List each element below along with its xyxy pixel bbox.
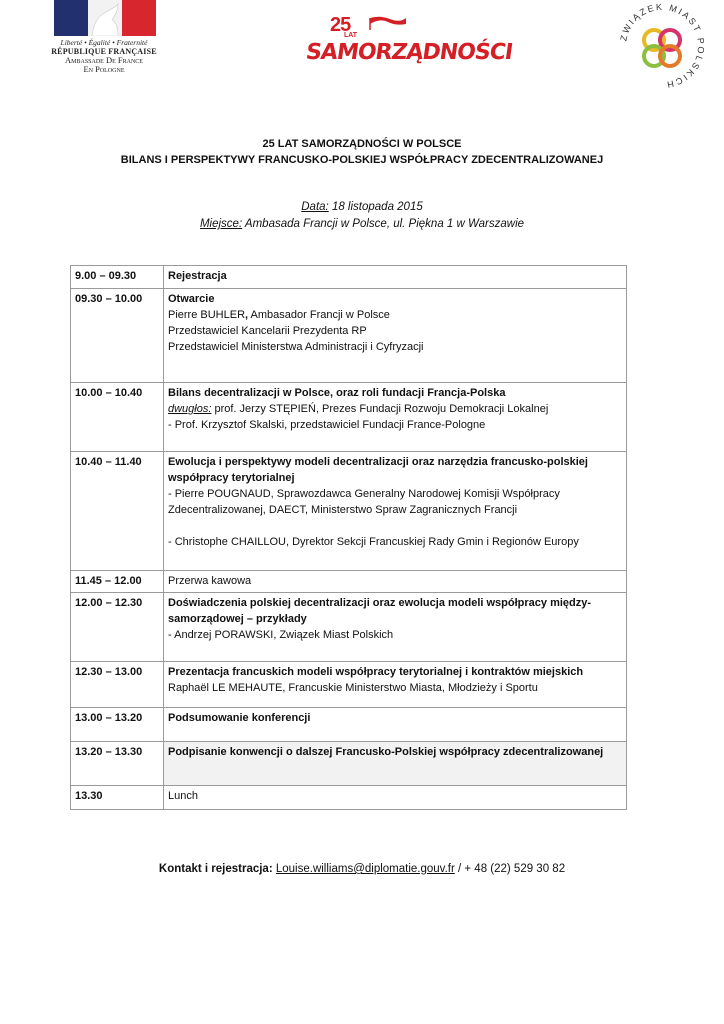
- date-value: 18 listopada 2015: [328, 201, 423, 213]
- agenda-time: 11.45 – 12.00: [71, 571, 164, 593]
- title-line2: BILANS I PERSPEKTYWY FRANCUSKO-POLSKIEJ WSPÓŁPRACY ZDECENTRALIZOWANEJ: [120, 154, 604, 166]
- agenda-desc: [164, 593, 627, 662]
- agenda-time: 12.00 – 12.30: [71, 593, 164, 662]
- flag-icon: [368, 16, 408, 30]
- event-place: [0, 216, 724, 233]
- french-embassy-logo: [48, 0, 160, 96]
- agenda-row: [71, 786, 627, 810]
- agenda-row: [71, 708, 627, 742]
- agenda-time: 13.20 – 13.30: [71, 742, 164, 786]
- agenda-title: Podpisanie konwencji o dalszej Francusko-Polskiej współpracy zdecentralizowanej: [164, 742, 627, 786]
- contact-email-link[interactable]: Louise.williams@diplomatie.gouv.fr: [275, 863, 455, 875]
- agenda-title: Podsumowanie konferencji: [164, 708, 627, 742]
- agenda-row: [71, 383, 627, 452]
- dwuglos-label: dwugłos:: [168, 403, 212, 415]
- agenda-title: Otwarcie: [168, 293, 215, 305]
- logo-25-lat: LAT: [344, 32, 358, 39]
- agenda-row: [71, 662, 627, 708]
- agenda-line: Przedstawiciel Ministerstwa Administracji i Cyfryzacji: [168, 341, 424, 353]
- agenda-time: 10.00 – 10.40: [71, 383, 164, 452]
- logo-25-number: 25: [330, 14, 351, 36]
- event-date: [0, 199, 724, 216]
- agenda-title: Prezentacja francuskich modeli współpracy terytorialnej i kontraktów miejskich: [168, 666, 584, 678]
- title-line1: 25 LAT SAMORZĄDNOŚCI W POLSCE: [262, 138, 462, 150]
- fr-embassy-line2: En Pologne: [83, 64, 125, 74]
- agenda-line: - Andrzej PORAWSKI, Związek Miast Polskich: [168, 629, 394, 641]
- event-meta: [0, 199, 724, 233]
- zmp-rings-icon: [616, 0, 708, 92]
- agenda-row: [71, 742, 627, 786]
- agenda-line: Przedstawiciel Kancelarii Prezydenta RP: [168, 325, 367, 337]
- agenda-time: 13.30: [71, 786, 164, 810]
- agenda-time: 9.00 – 09.30: [71, 266, 164, 289]
- agenda-title: Bilans decentralizacji w Polsce, oraz roli fundacji Francja-Polska: [168, 387, 506, 399]
- marianne-flag-icon: [54, 0, 156, 36]
- speaker-comma: ,: [245, 309, 249, 321]
- agenda-desc: [164, 452, 627, 571]
- document-title: [0, 136, 724, 168]
- agenda-row: [71, 289, 627, 383]
- speaker-role: Ambasador Francji w Polsce: [248, 309, 390, 321]
- agenda-line: [168, 401, 622, 417]
- fr-republic: RÉPUBLIQUE FRANÇAISE: [51, 47, 157, 56]
- zwiazek-miast-polskich-logo: [616, 0, 708, 92]
- samorzadnosc-25-logo: [304, 14, 514, 74]
- fr-embassy-line1: Ambassade De France: [65, 55, 143, 65]
- agenda-desc: [164, 383, 627, 452]
- agenda-time: 12.30 – 13.00: [71, 662, 164, 708]
- agenda-speaker: prof. Jerzy STĘPIEŃ, Prezes Fundacji Rozwoju Demokracji Lokalnej: [211, 403, 549, 415]
- agenda-line: Raphaël LE MEHAUTE, Francuskie Ministerstwo Miasta, Młodzieży i Sportu: [168, 682, 538, 694]
- place-value: Ambasada Francji w Polsce, ul. Piękna 1 w Warszawie: [242, 218, 525, 230]
- place-label: Miejsce:: [199, 218, 243, 230]
- agenda-table: [70, 265, 627, 810]
- agenda-time: 10.40 – 11.40: [71, 452, 164, 571]
- agenda-time: 13.00 – 13.20: [71, 708, 164, 742]
- contact-label: Kontakt i rejestracja:: [158, 863, 273, 875]
- agenda-title: Doświadczenia polskiej decentralizacji oraz ewolucja modeli współpracy między-samorządowej – przykłady: [168, 597, 592, 625]
- contact-phone: / + 48 (22) 529 30 82: [454, 863, 566, 875]
- fr-motto: Liberté • Égalité • Fraternité: [60, 38, 148, 47]
- speaker-name: Pierre BUHLER: [168, 309, 246, 321]
- agenda-title: Lunch: [164, 786, 627, 810]
- agenda-desc: [164, 289, 627, 383]
- agenda-time: 09.30 – 10.00: [71, 289, 164, 383]
- agenda-desc: [164, 662, 627, 708]
- agenda-title: Ewolucja i perspektywy modeli decentralizacji oraz narzędzia francusko-polskiej współpracy terytorialnej: [168, 456, 588, 484]
- agenda-row: [71, 571, 627, 593]
- agenda-row: [71, 452, 627, 571]
- agenda-title: Przerwa kawowa: [164, 571, 627, 593]
- header-logos: [0, 0, 724, 100]
- agenda-speaker: [168, 307, 622, 323]
- agenda-line: - Prof. Krzysztof Skalski, przedstawiciel Fundacji France-Pologne: [168, 419, 486, 431]
- date-label: Data:: [301, 201, 329, 213]
- agenda-title: Rejestracja: [164, 266, 627, 289]
- logo-25-word: SAMORZĄDNOŚCI: [304, 40, 514, 65]
- contact-line: [0, 863, 724, 875]
- agenda-line: - Pierre POUGNAUD, Sprawozdawca Generalny Narodowej Komisji Współpracy Zdecentralizowanej, DAECT, Ministerstwo Spraw Zagranicznych Francji: [168, 488, 560, 516]
- zmp-logo-text: ZWIĄZEK MIAST POLSKICH: [618, 1, 707, 90]
- agenda-row: [71, 593, 627, 662]
- agenda-line: - Christophe CHAILLOU, Dyrektor Sekcji Francuskiej Rady Gmin i Regionów Europy: [168, 536, 579, 548]
- agenda-row: [71, 266, 627, 289]
